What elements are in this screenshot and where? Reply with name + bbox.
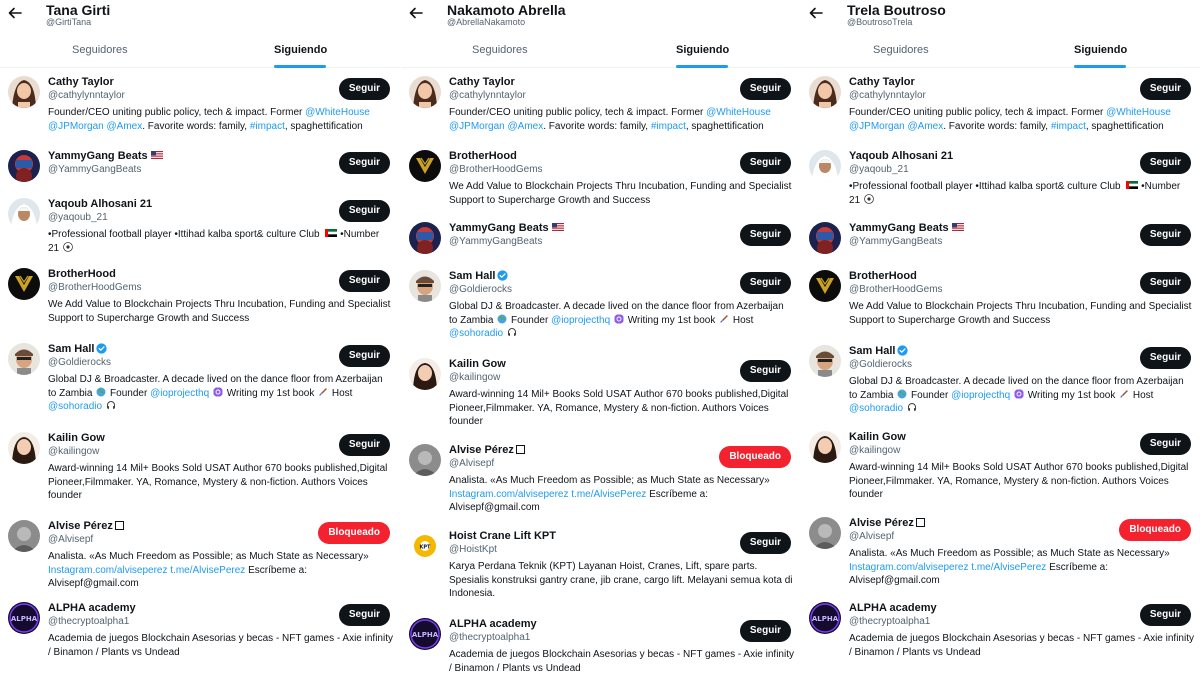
- follow-button[interactable]: Seguir: [339, 604, 390, 626]
- bio-link[interactable]: Instagram.com/alviseperez: [849, 561, 969, 573]
- svg-text:ALPHA: ALPHA: [811, 615, 839, 623]
- profile-handle: @AbrellaNakamoto: [447, 17, 526, 27]
- follow-button[interactable]: Seguir: [1140, 78, 1191, 100]
- user-name-text: YammyGang Beats: [449, 222, 549, 234]
- user-name[interactable]: [449, 222, 564, 234]
- bio-link[interactable]: Instagram.com/alviseperez: [48, 564, 168, 576]
- verified-badge-icon: [897, 345, 908, 356]
- follow-button[interactable]: Seguir: [740, 78, 791, 100]
- user-name-text: BrotherHood: [849, 270, 917, 282]
- bio-link[interactable]: t.me/AlvisePerez: [170, 564, 246, 576]
- avatar[interactable]: [809, 345, 841, 377]
- bio-text: , spaghettification: [284, 120, 363, 132]
- bio-text: Founder: [107, 387, 151, 399]
- bio-text: Escríbeme a: Alvisepf@gmail.com: [449, 488, 709, 513]
- follow-button[interactable]: Seguir: [339, 434, 390, 456]
- avatar[interactable]: [409, 270, 441, 302]
- bio-text: We Add Value to Blockchain Projects Thru Incubation, Funding and Specialist Support to Supercharge Growth and Success: [849, 301, 1192, 326]
- bio-text: Award-winning 14 Mil+ Books Sold USAT Author 670 books published,Digital Pioneer,Filmmaker. YA, Romance, Mystery & non-fiction. Authors Voices founder: [449, 389, 789, 427]
- user-name[interactable]: [48, 432, 105, 444]
- follow-tabs: [401, 34, 801, 68]
- us-flag-icon: [552, 223, 564, 231]
- blocked-button[interactable]: Bloqueado: [1119, 519, 1191, 541]
- uae-flag-icon: [1126, 181, 1138, 189]
- bio-text: [209, 388, 212, 399]
- bio-link[interactable]: @WhiteHouse: [1106, 107, 1171, 118]
- profile-name: Nakamoto Abrella: [447, 2, 566, 18]
- follow-button[interactable]: Seguir: [740, 532, 791, 554]
- purple-badge-icon: [1014, 389, 1024, 399]
- bio-text: Award-winning 14 Mil+ Books Sold USAT Author 670 books published,Digital Pioneer,Filmmaker. YA, Romance, Mystery & non-fiction. Authors Voices founder: [849, 462, 1189, 500]
- headphones-icon: [106, 400, 116, 410]
- user-bio: [849, 300, 1194, 327]
- user-handle: @cathylynntaylor: [449, 90, 526, 101]
- globe-icon: [497, 314, 507, 324]
- bio-text: Global DJ & Broadcaster. A decade lived on the dance floor from Azerbaijan to Zambia: [849, 376, 1184, 401]
- follow-button[interactable]: Seguir: [339, 200, 390, 222]
- list-item[interactable]: [0, 514, 400, 596]
- list-item[interactable]: [401, 612, 801, 675]
- bio-text: Academia de juegos Blockchain Asesorias y becas - NFT games - Axie infinity / Binamon / Plants vs Undead: [849, 633, 1194, 658]
- profile-panel: [401, 0, 801, 675]
- user-name[interactable]: [48, 198, 152, 210]
- follow-button[interactable]: Seguir: [740, 152, 791, 174]
- user-bio: [849, 632, 1194, 659]
- user-name-text: BrotherHood: [449, 150, 517, 162]
- tab-siguiendo[interactable]: Siguiendo: [1074, 44, 1128, 56]
- user-name[interactable]: [449, 358, 506, 370]
- us-flag-icon: [952, 223, 964, 231]
- user-name[interactable]: [48, 520, 124, 532]
- user-name[interactable]: [449, 530, 556, 542]
- list-item[interactable]: [801, 144, 1200, 216]
- soccer-ball-icon: [63, 242, 73, 252]
- user-name-text: ALPHA academy: [449, 618, 537, 630]
- user-name-text: Kailin Gow: [48, 432, 105, 444]
- user-name-text: Sam Hall: [48, 343, 95, 355]
- user-name-text: Yaqoub Alhosani 21: [849, 150, 954, 162]
- user-bio: [849, 180, 1194, 207]
- list-item[interactable]: [0, 596, 400, 666]
- user-name-text: Kailin Gow: [849, 431, 906, 443]
- follow-button[interactable]: Seguir: [1140, 152, 1191, 174]
- avatar[interactable]: [8, 432, 40, 464]
- headphones-icon: [907, 402, 917, 412]
- user-handle: @kailingow: [449, 372, 501, 383]
- follow-button[interactable]: Seguir: [339, 270, 390, 292]
- verified-badge-icon: [497, 270, 508, 281]
- user-bio: [849, 375, 1194, 416]
- list-item[interactable]: [0, 337, 400, 426]
- user-bio: [849, 547, 1194, 588]
- avatar[interactable]: [8, 343, 40, 375]
- follow-button[interactable]: Seguir: [740, 620, 791, 642]
- bio-text: , spaghettification: [685, 120, 764, 132]
- user-name[interactable]: [48, 268, 116, 280]
- user-handle: @Goldierocks: [48, 357, 111, 368]
- user-handle: @thecryptoalpha1: [449, 632, 531, 643]
- user-handle: @yaqoub_21: [849, 164, 909, 175]
- profile-handle: @GirtiTana: [46, 17, 92, 27]
- user-name[interactable]: [449, 150, 517, 162]
- bio-link[interactable]: @WhiteHouse: [305, 107, 370, 118]
- user-bio: [48, 228, 393, 255]
- globe-icon: [897, 389, 907, 399]
- bio-text: Writing my 1st book: [1024, 389, 1119, 401]
- bio-text: [503, 328, 506, 339]
- tab-siguiendo[interactable]: Siguiendo: [676, 44, 730, 56]
- list-item[interactable]: [801, 264, 1200, 339]
- follow-button[interactable]: Seguir: [1140, 604, 1191, 626]
- avatar[interactable]: [8, 198, 40, 230]
- bio-text: We Add Value to Blockchain Projects Thru Incubation, Funding and Specialist Support to Supercharge Growth and Success: [48, 299, 391, 324]
- follow-button[interactable]: Seguir: [339, 345, 390, 367]
- bio-text: •Professional football player •Ittihad kalba sport& culture Club: [849, 181, 1124, 192]
- user-handle: @YammyGangBeats: [48, 164, 142, 175]
- follow-button[interactable]: Seguir: [339, 78, 390, 100]
- bio-text: . Favorite words: family,: [142, 120, 250, 132]
- avatar[interactable]: [8, 520, 40, 552]
- user-name-text: Sam Hall: [449, 270, 496, 282]
- user-handle: @BrotherHoodGems: [48, 282, 142, 293]
- back-arrow-icon[interactable]: [8, 6, 22, 20]
- user-name[interactable]: [449, 76, 515, 88]
- list-item[interactable]: [401, 524, 801, 612]
- headphones-icon: [507, 327, 517, 337]
- follow-button[interactable]: Seguir: [740, 224, 791, 246]
- user-name-text: BrotherHood: [48, 268, 116, 280]
- avatar[interactable]: [8, 76, 40, 108]
- bio-text: Founder/CEO uniting public policy, tech & impact. Former: [449, 107, 707, 118]
- user-handle: @BrotherHoodGems: [449, 164, 543, 175]
- profile-name: Trela Boutroso: [847, 2, 946, 18]
- user-name[interactable]: [48, 343, 107, 355]
- user-name[interactable]: [849, 150, 953, 162]
- user-name-text: ALPHA academy: [48, 602, 136, 614]
- user-handle: @yaqoub_21: [48, 212, 108, 223]
- bio-link[interactable]: #impact: [249, 120, 285, 132]
- follow-button[interactable]: Seguir: [1140, 347, 1191, 369]
- avatar[interactable]: [809, 76, 841, 108]
- bio-text: Analista. «As Much Freedom as Possible; as Much State as Necessary»: [849, 548, 1170, 559]
- bio-text: Escríbeme a: Alvisepf@gmail.com: [849, 561, 1109, 586]
- avatar[interactable]: [409, 530, 441, 562]
- user-name-text: Hoist Crane Lift KPT: [449, 530, 556, 542]
- user-handle: @thecryptoalpha1: [849, 616, 931, 627]
- verified-badge-icon: [96, 343, 107, 354]
- bio-text: Founder/CEO uniting public policy, tech & impact. Former: [48, 107, 306, 118]
- bio-link[interactable]: @JPMorgan: [48, 120, 104, 132]
- bio-text: Writing my 1st book: [624, 314, 719, 326]
- bio-text: Analista. «As Much Freedom as Possible; as Much State as Necessary»: [48, 551, 369, 562]
- list-item[interactable]: [401, 144, 801, 216]
- user-handle: @Alvisepf: [449, 458, 495, 469]
- back-arrow-icon[interactable]: [409, 6, 423, 20]
- bio-text: Founder: [908, 389, 952, 401]
- user-handle: @kailingow: [849, 445, 901, 456]
- list-item[interactable]: [0, 426, 400, 514]
- user-name-text: ALPHA academy: [849, 602, 937, 614]
- user-bio: [449, 474, 794, 515]
- user-bio: [449, 648, 794, 675]
- tab-seguidores[interactable]: Seguidores: [472, 44, 528, 56]
- tab-seguidores[interactable]: Seguidores: [873, 44, 929, 56]
- list-item[interactable]: [801, 339, 1200, 425]
- bio-text: Academia de juegos Blockchain Asesorias y becas - NFT games - Axie infinity / Binamon / Plants vs Undead: [48, 633, 393, 658]
- bio-text: Escríbeme a: Alvisepf@gmail.com: [48, 564, 308, 589]
- list-item[interactable]: [801, 216, 1200, 264]
- bio-text: Host: [730, 314, 754, 326]
- svg-text:ALPHA: ALPHA: [411, 631, 439, 639]
- purple-badge-icon: [213, 387, 223, 397]
- follow-button[interactable]: Seguir: [1140, 272, 1191, 294]
- list-item[interactable]: [0, 262, 400, 337]
- user-bio: [449, 106, 794, 133]
- user-handle: @kailingow: [48, 446, 100, 457]
- avatar[interactable]: [409, 444, 441, 476]
- bio-text: . Favorite words: family,: [943, 120, 1051, 132]
- back-arrow-icon[interactable]: [809, 6, 823, 20]
- user-handle: @HoistKpt: [449, 544, 497, 555]
- bio-link[interactable]: #impact: [650, 120, 686, 132]
- bio-text: Host: [329, 387, 353, 399]
- bio-link[interactable]: @sohoradio: [849, 403, 904, 414]
- purple-badge-icon: [614, 314, 624, 324]
- tab-seguidores[interactable]: Seguidores: [72, 44, 128, 56]
- avatar[interactable]: [409, 150, 441, 182]
- user-name-text: Cathy Taylor: [849, 76, 915, 88]
- user-name[interactable]: [48, 150, 163, 162]
- user-bio: [849, 106, 1194, 133]
- avatar[interactable]: [409, 222, 441, 254]
- list-item[interactable]: [401, 352, 801, 438]
- unsupported-glyph-icon: [516, 445, 525, 454]
- bio-text: Analista. «As Much Freedom as Possible; as Much State as Necessary»: [449, 475, 770, 486]
- active-tab-indicator: [1074, 65, 1126, 68]
- bio-link[interactable]: @Amex: [106, 120, 143, 132]
- user-name[interactable]: [849, 76, 915, 88]
- user-bio: [48, 298, 393, 325]
- user-name[interactable]: [849, 602, 937, 614]
- bio-link[interactable]: t.me/AlvisePerez: [571, 488, 647, 500]
- bio-text: Founder: [508, 314, 552, 326]
- user-bio: [48, 550, 393, 591]
- bio-link[interactable]: @ioprojecthq: [150, 387, 210, 399]
- bio-text: [1010, 390, 1013, 401]
- user-name-text: Kailin Gow: [449, 358, 506, 370]
- bio-text: •Professional football player •Ittihad kalba sport& culture Club: [48, 229, 323, 240]
- user-name-text: Sam Hall: [849, 345, 896, 357]
- bio-text: Writing my 1st book: [223, 387, 318, 399]
- active-tab-indicator: [274, 65, 326, 68]
- user-handle: @Alvisepf: [48, 534, 94, 545]
- svg-text:ALPHA: ALPHA: [10, 615, 38, 623]
- bio-link[interactable]: @Amex: [907, 120, 944, 132]
- bio-text: Global DJ & Broadcaster. A decade lived on the dance floor from Azerbaijan to Zambia: [449, 301, 784, 326]
- user-handle: @YammyGangBeats: [449, 236, 543, 247]
- profile-handle: @BoutrosoTrela: [847, 17, 913, 27]
- bio-link[interactable]: @JPMorgan: [449, 120, 505, 132]
- active-tab-indicator: [676, 65, 728, 68]
- user-bio: [48, 106, 393, 133]
- avatar[interactable]: [8, 602, 40, 634]
- avatar[interactable]: [809, 270, 841, 302]
- user-bio: [48, 462, 393, 503]
- user-handle: @Goldierocks: [849, 359, 912, 370]
- user-bio: [849, 461, 1194, 502]
- bio-text: Host: [1130, 389, 1154, 401]
- user-name[interactable]: [849, 270, 917, 282]
- avatar[interactable]: [809, 517, 841, 549]
- user-handle: @cathylynntaylor: [849, 90, 926, 101]
- user-bio: [449, 180, 794, 207]
- user-name[interactable]: [849, 222, 964, 234]
- user-handle: @YammyGangBeats: [849, 236, 943, 247]
- bio-link[interactable]: Instagram.com/alviseperez: [449, 488, 569, 500]
- user-bio: [449, 388, 794, 429]
- list-item[interactable]: [401, 264, 801, 352]
- user-name[interactable]: [849, 517, 925, 529]
- soccer-ball-icon: [864, 194, 874, 204]
- user-handle: @thecryptoalpha1: [48, 616, 130, 627]
- list-item[interactable]: [801, 511, 1200, 596]
- follow-button[interactable]: Seguir: [1140, 224, 1191, 246]
- avatar[interactable]: [409, 76, 441, 108]
- user-name[interactable]: [449, 618, 537, 630]
- user-handle: @BrotherHoodGems: [849, 284, 943, 295]
- bio-link[interactable]: @Amex: [507, 120, 544, 132]
- profile-panel: [801, 0, 1200, 675]
- bio-link[interactable]: @sohoradio: [48, 401, 103, 412]
- user-name-text: Alvise Pérez: [449, 444, 514, 456]
- avatar[interactable]: [809, 222, 841, 254]
- bio-text: Award-winning 14 Mil+ Books Sold USAT Author 670 books published,Digital Pioneer,Filmmaker. YA, Romance, Mystery & non-fiction. Authors Voices founder: [48, 463, 388, 501]
- bio-link[interactable]: @JPMorgan: [849, 120, 905, 132]
- follow-button[interactable]: Seguir: [740, 272, 791, 294]
- avatar[interactable]: [8, 150, 40, 182]
- user-name-text: Alvise Pérez: [48, 520, 113, 532]
- user-name[interactable]: [849, 431, 906, 443]
- blocked-button[interactable]: Bloqueado: [318, 522, 390, 544]
- user-handle: @Goldierocks: [449, 284, 512, 295]
- bio-text: [610, 315, 613, 326]
- follow-tabs: [0, 34, 400, 68]
- user-name[interactable]: [48, 602, 136, 614]
- globe-icon: [96, 387, 106, 397]
- follow-button[interactable]: Seguir: [339, 152, 390, 174]
- avatar[interactable]: [409, 358, 441, 390]
- bio-link[interactable]: @sohoradio: [449, 328, 504, 339]
- user-name-text: Alvise Pérez: [849, 517, 914, 529]
- list-item[interactable]: [401, 216, 801, 264]
- user-name[interactable]: [849, 345, 908, 357]
- following-list: [0, 70, 400, 666]
- list-item[interactable]: [0, 144, 400, 192]
- user-name[interactable]: [449, 270, 508, 282]
- bio-text: [903, 403, 906, 414]
- bio-text: Karya Perdana Teknik (KPT) Layanan Hoist, Cranes, Lift, spare parts. Spesialis konstruksi gantry crane, jib crane, cargo lift. Melayani semua kota di Indonesia.: [449, 561, 793, 599]
- avatar[interactable]: [809, 150, 841, 182]
- user-bio: [48, 373, 393, 414]
- brush-icon: [318, 387, 328, 397]
- bio-text: . Favorite words: family,: [543, 120, 651, 132]
- list-item[interactable]: [801, 596, 1200, 666]
- profile-header: [801, 0, 1200, 30]
- unsupported-glyph-icon: [115, 521, 124, 530]
- following-list: [801, 70, 1200, 666]
- us-flag-icon: [151, 151, 163, 159]
- list-item[interactable]: [0, 192, 400, 262]
- unsupported-glyph-icon: [916, 518, 925, 527]
- user-name-text: YammyGang Beats: [849, 222, 949, 234]
- brush-icon: [1119, 389, 1129, 399]
- uae-flag-icon: [325, 229, 337, 237]
- list-item[interactable]: [0, 70, 400, 144]
- bio-text: •Number 21: [48, 229, 380, 254]
- user-handle: @Alvisepf: [849, 531, 895, 542]
- avatar[interactable]: [809, 602, 841, 634]
- user-bio: [449, 300, 794, 341]
- user-name-text: Cathy Taylor: [449, 76, 515, 88]
- user-name[interactable]: [449, 444, 525, 456]
- bio-link[interactable]: #impact: [1050, 120, 1086, 132]
- svg-text:KPT: KPT: [419, 544, 431, 551]
- list-item[interactable]: [401, 438, 801, 524]
- avatar[interactable]: [809, 431, 841, 463]
- user-name[interactable]: [48, 76, 114, 88]
- list-item[interactable]: [801, 70, 1200, 144]
- follow-tabs: [801, 34, 1200, 68]
- following-list: [401, 70, 801, 675]
- bio-text: We Add Value to Blockchain Projects Thru Incubation, Funding and Specialist Support to Supercharge Growth and Success: [449, 181, 792, 206]
- user-name-text: YammyGang Beats: [48, 150, 148, 162]
- bio-link[interactable]: t.me/AlvisePerez: [971, 561, 1047, 573]
- bio-text: •Number 21: [849, 181, 1181, 206]
- follow-button[interactable]: Seguir: [740, 360, 791, 382]
- user-bio: [48, 632, 393, 659]
- list-item[interactable]: [801, 425, 1200, 511]
- bio-text: Founder/CEO uniting public policy, tech & impact. Former: [849, 107, 1107, 118]
- user-name-text: Cathy Taylor: [48, 76, 114, 88]
- avatar[interactable]: [8, 268, 40, 300]
- bio-link[interactable]: @ioprojecthq: [951, 389, 1011, 401]
- bio-text: [102, 401, 105, 412]
- follow-button[interactable]: Seguir: [1140, 433, 1191, 455]
- avatar[interactable]: [409, 618, 441, 650]
- blocked-button[interactable]: Bloqueado: [719, 446, 791, 468]
- bio-text: Academia de juegos Blockchain Asesorias y becas - NFT games - Axie infinity / Binamon / Plants vs Undead: [449, 649, 794, 674]
- profile-panel: [0, 0, 400, 675]
- user-bio: [449, 560, 794, 601]
- user-name-text: Yaqoub Alhosani 21: [48, 198, 153, 210]
- profile-header: [0, 0, 400, 30]
- bio-link[interactable]: @WhiteHouse: [706, 107, 771, 118]
- bio-text: Global DJ & Broadcaster. A decade lived on the dance floor from Azerbaijan to Zambia: [48, 374, 383, 399]
- user-handle: @cathylynntaylor: [48, 90, 125, 101]
- tab-siguiendo[interactable]: Siguiendo: [274, 44, 328, 56]
- profile-header: [401, 0, 801, 30]
- brush-icon: [719, 314, 729, 324]
- bio-link[interactable]: @ioprojecthq: [551, 314, 611, 326]
- profile-name: Tana Girti: [46, 2, 111, 18]
- bio-text: , spaghettification: [1085, 120, 1164, 132]
- list-item[interactable]: [401, 70, 801, 144]
